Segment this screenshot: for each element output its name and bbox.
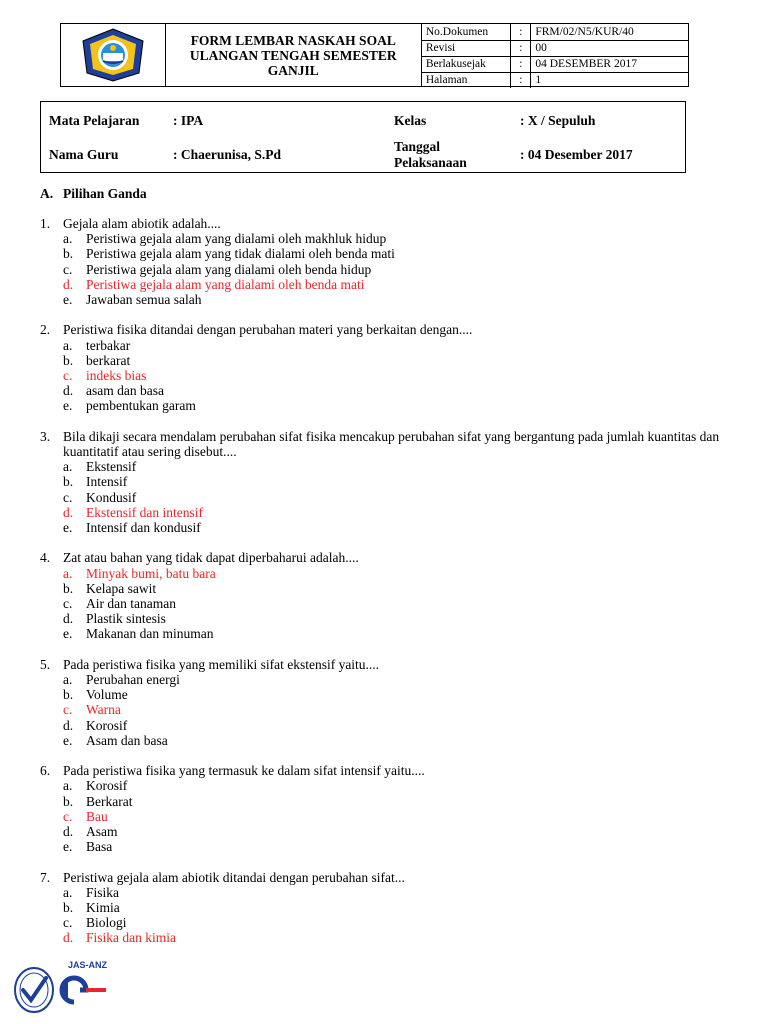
answer-option-correct [40, 702, 740, 717]
option-text: Jawaban semua salah [86, 292, 202, 308]
option-text: Minyak bumi, batu bara [86, 565, 216, 581]
option-text: Korosif [86, 778, 128, 794]
answer-option [40, 672, 740, 687]
option-letter: a. [63, 884, 73, 900]
meta-sep: : [511, 56, 531, 72]
option-text: terbakar [86, 337, 131, 353]
option-letter: e. [63, 626, 73, 642]
option-letter: a. [63, 565, 73, 581]
accreditation-label: JAS-ANZ [68, 960, 108, 970]
meta-value: 04 DESEMBER 2017 [531, 56, 688, 72]
option-text: Warna [86, 702, 121, 718]
question-item [40, 429, 740, 535]
option-letter: c. [63, 915, 73, 931]
option-letter: e. [63, 732, 73, 748]
answer-option-correct [40, 809, 740, 824]
question-text-row [40, 550, 740, 565]
option-letter: d. [63, 717, 74, 733]
question-number: 2. [40, 322, 51, 338]
date-value: : 04 Desember 2017 [520, 147, 633, 162]
question-item [40, 216, 740, 307]
option-text: indeks bias [86, 368, 147, 384]
certification-logos [10, 960, 130, 1020]
class-label: Kelas [394, 113, 427, 128]
option-letter: b. [63, 474, 74, 490]
answer-option [40, 353, 740, 368]
answer-option-correct [40, 930, 740, 945]
answer-option [40, 626, 740, 641]
option-text: Kelapa sawit [86, 580, 157, 596]
answer-option [40, 231, 740, 246]
section-letter: A. [40, 186, 54, 201]
option-letter: d. [63, 824, 74, 840]
option-letter: e. [63, 520, 73, 536]
meta-row [422, 72, 688, 88]
question-text: Pada peristiwa fisika yang termasuk ke dalam sifat intensif yaitu.... [63, 763, 425, 779]
option-text: Air dan tanaman [86, 596, 176, 612]
teacher-value: : Chaerunisa, S.Pd [173, 147, 282, 162]
answer-option [40, 262, 740, 277]
question-text: Bila dikaji secara mendalam perubahan sifat fisika mencakup perubahan sifat yang bergantung pada jumlah kuantitas dan kuantitatif atau sering disebut.... [63, 428, 720, 460]
question-list [40, 216, 740, 961]
answer-option [40, 794, 740, 809]
option-text: Biologi [86, 915, 127, 931]
option-text: Peristiwa gejala alam yang dialami oleh makhluk hidup [86, 231, 387, 247]
option-text: Makanan dan minuman [86, 626, 214, 642]
class-value: : X / Sepuluh [520, 113, 596, 128]
question-text: Zat atau bahan yang tidak dapat diperbaharui adalah.... [63, 550, 359, 566]
meta-value: 00 [531, 40, 688, 56]
answer-option [40, 611, 740, 626]
option-text: Plastik sintesis [86, 611, 166, 627]
option-letter: e. [63, 839, 73, 855]
answer-option [40, 778, 740, 793]
subject-value: : IPA [173, 113, 204, 128]
option-text: berkarat [86, 352, 131, 368]
option-text: Korosif [86, 717, 128, 733]
meta-sep: : [511, 24, 531, 40]
answer-option [40, 596, 740, 611]
form-title [166, 24, 422, 86]
answer-option-correct [40, 566, 740, 581]
option-text: Ekstensif [86, 459, 137, 475]
option-letter: d. [63, 504, 74, 520]
question-text-row [40, 322, 740, 337]
question-number: 5. [40, 656, 51, 672]
answer-option [40, 839, 740, 854]
answer-option [40, 900, 740, 915]
option-letter: b. [63, 352, 74, 368]
question-text-row [40, 763, 740, 778]
meta-label: Revisi [422, 40, 511, 56]
option-letter: d. [63, 276, 74, 292]
option-text: Peristiwa gejala alam yang dialami oleh benda hidup [86, 261, 372, 277]
question-number: 1. [40, 216, 51, 231]
option-letter: c. [63, 368, 73, 384]
answer-option [40, 824, 740, 839]
question-number: 4. [40, 550, 51, 566]
answer-option [40, 474, 740, 489]
option-text: Bau [86, 808, 108, 824]
question-text: Gejala alam abiotik adalah.... [63, 216, 221, 231]
option-letter: b. [63, 687, 74, 703]
option-letter: b. [63, 246, 74, 262]
option-letter: c. [63, 489, 73, 505]
question-text: Peristiwa gejala alam abiotik ditandai dengan perubahan sifat... [63, 869, 405, 885]
option-text: Kimia [86, 900, 120, 916]
option-letter: b. [63, 793, 74, 809]
document-meta-table [422, 24, 688, 88]
option-letter: a. [63, 459, 73, 475]
option-letter: a. [63, 778, 73, 794]
question-text-row [40, 870, 740, 885]
answer-option [40, 733, 740, 748]
question-number: 6. [40, 763, 51, 779]
option-text: pembentukan garam [86, 398, 196, 414]
section-title: Pilihan Ganda [63, 186, 147, 201]
answer-option [40, 459, 740, 474]
answer-option-correct [40, 368, 740, 383]
answer-option-correct [40, 277, 740, 292]
option-letter: a. [63, 231, 73, 247]
option-text: Asam dan basa [86, 732, 168, 748]
answer-option [40, 915, 740, 930]
option-text: Fisika dan kimia [86, 930, 176, 946]
option-text: Basa [86, 839, 113, 855]
answer-option [40, 885, 740, 900]
option-letter: b. [63, 900, 74, 916]
meta-sep: : [511, 72, 531, 88]
option-text: Intensif [86, 474, 128, 490]
option-text: Berkarat [86, 793, 133, 809]
option-text: Peristiwa gejala alam yang tidak dialami oleh benda mati [86, 246, 395, 262]
meta-value: 1 [535, 74, 542, 87]
option-letter: b. [63, 580, 74, 596]
option-letter: a. [63, 672, 73, 688]
option-text: Asam [86, 824, 118, 840]
option-text: Kondusif [86, 489, 137, 505]
option-letter: c. [63, 808, 73, 824]
option-letter: d. [63, 930, 74, 946]
meta-label: Halaman [422, 72, 511, 88]
option-letter: d. [63, 611, 74, 627]
answer-option [40, 718, 740, 733]
question-item [40, 657, 740, 748]
section-heading [40, 186, 147, 202]
question-text-row [40, 216, 740, 231]
question-item [40, 322, 740, 413]
option-letter: e. [63, 398, 73, 414]
date-label: Tanggal [394, 139, 441, 154]
question-text-row [40, 429, 740, 459]
form-title-line: FORM LEMBAR NASKAH SOAL [190, 32, 396, 48]
form-title-line: ULANGAN TENGAH SEMESTER [189, 47, 397, 63]
meta-value: FRM/02/N5/KUR/40 [531, 24, 688, 40]
question-text-row [40, 657, 740, 672]
form-title-line: GANJIL [267, 62, 319, 78]
answer-option [40, 338, 740, 353]
answer-option-correct [40, 505, 740, 520]
answer-option [40, 581, 740, 596]
option-text: Peristiwa gejala alam yang dialami oleh benda mati [86, 276, 365, 292]
question-item [40, 550, 740, 641]
meta-sep: : [511, 40, 531, 56]
meta-row [422, 56, 688, 72]
exam-info-box [40, 101, 686, 173]
option-letter: a. [63, 337, 73, 353]
meta-row [422, 40, 688, 56]
option-letter: c. [63, 596, 73, 612]
option-text: asam dan basa [86, 383, 164, 399]
date-label: Pelaksanaan [394, 155, 467, 170]
option-text: Fisika [86, 884, 120, 900]
option-letter: c. [63, 261, 73, 277]
answer-option [40, 520, 740, 535]
question-text: Pada peristiwa fisika yang memiliki sifat ekstensif yaitu.... [63, 656, 380, 672]
answer-option [40, 383, 740, 398]
answer-option [40, 398, 740, 413]
teacher-label: Nama Guru [49, 147, 119, 162]
option-text: Intensif dan kondusif [86, 520, 201, 536]
subject-label: Mata Pelajaran [49, 113, 140, 128]
option-text: Perubahan energi [86, 672, 180, 688]
meta-row [422, 24, 688, 40]
meta-label: Berlakusejak [422, 56, 511, 72]
document-header [60, 23, 689, 87]
option-text: Volume [86, 687, 128, 703]
school-logo-cell [61, 24, 166, 86]
answer-option [40, 687, 740, 702]
meta-label: No.Dokumen [422, 24, 511, 40]
question-item [40, 763, 740, 854]
option-text: Ekstensif dan intensif [86, 504, 203, 520]
answer-option [40, 246, 740, 261]
answer-option [40, 292, 740, 307]
question-number: 7. [40, 869, 51, 885]
answer-option [40, 490, 740, 505]
question-text: Peristiwa fisika ditandai dengan perubahan materi yang berkaitan dengan.... [63, 322, 473, 338]
question-item [40, 870, 740, 946]
option-letter: c. [63, 702, 73, 718]
question-number: 3. [40, 428, 51, 444]
school-emblem-icon [81, 27, 145, 83]
option-letter: d. [63, 383, 74, 399]
option-letter: e. [63, 292, 73, 308]
